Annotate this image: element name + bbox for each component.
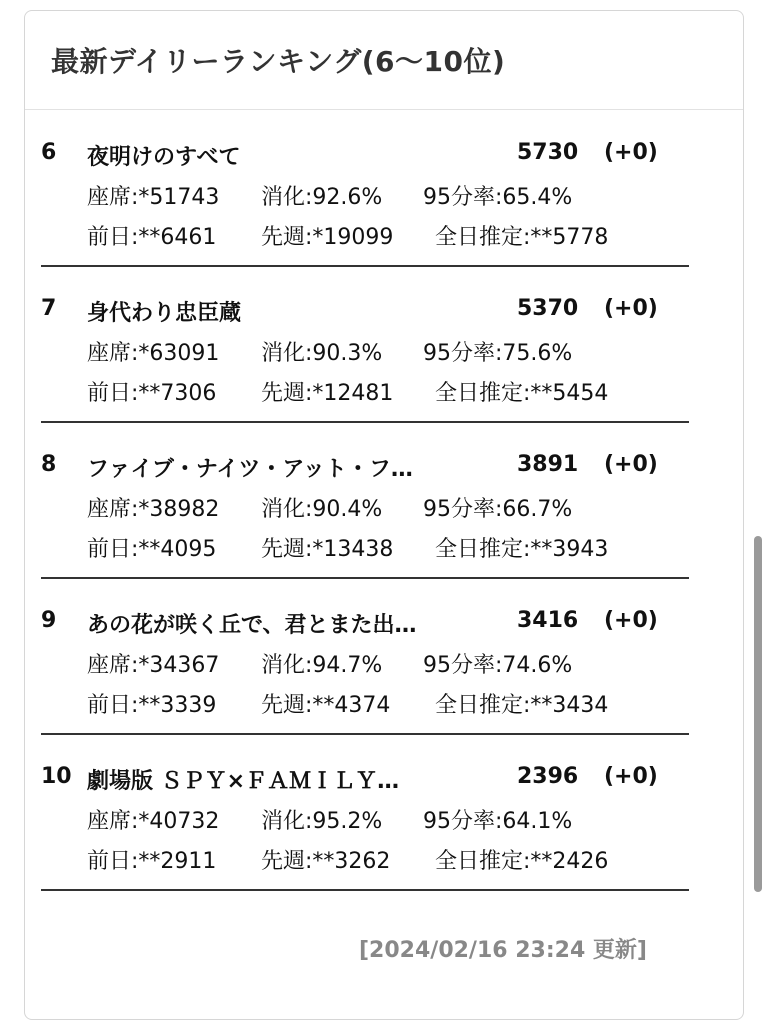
ranking-entry[interactable] (41, 111, 689, 267)
prev-day-stat: 前日:**3339 (87, 693, 217, 718)
ranking-entry[interactable] (41, 579, 689, 735)
movie-title[interactable]: ファイブ・ナイツ・アット・フ… (87, 457, 413, 482)
prev-day-stat: 前日:**4095 (87, 537, 217, 562)
digest-stat: 消化:92.6% (261, 185, 383, 210)
ranking-entry[interactable] (41, 735, 689, 891)
estimate-stat: 全日推定:**3943 (435, 537, 609, 562)
rank-change: (+0) (604, 764, 658, 789)
prev-week-stat: 先週:**3262 (261, 849, 391, 874)
audience-count: 2396 (517, 764, 579, 789)
movie-title[interactable]: 劇場版 ＳＰＹ×ＦＡＭＩＬＹ… (87, 769, 400, 794)
rank-number: 9 (41, 608, 57, 633)
rank-change: (+0) (604, 296, 658, 321)
rank-number: 10 (41, 764, 72, 789)
rank-number: 6 (41, 140, 57, 165)
rate95-stat: 95分率:66.7% (423, 497, 573, 522)
rank-number: 7 (41, 296, 57, 321)
movie-title[interactable]: あの花が咲く丘で、君とまた出… (87, 613, 417, 638)
prev-week-stat: 先週:**4374 (261, 693, 391, 718)
rank-change: (+0) (604, 608, 658, 633)
digest-stat: 消化:90.3% (261, 341, 383, 366)
rate95-stat: 95分率:65.4% (423, 185, 573, 210)
prev-day-stat: 前日:**6461 (87, 225, 217, 250)
estimate-stat: 全日推定:**3434 (435, 693, 609, 718)
ranking-list (41, 111, 689, 891)
rank-change: (+0) (604, 140, 658, 165)
movie-title[interactable]: 夜明けのすべて (87, 145, 241, 170)
estimate-stat: 全日推定:**2426 (435, 849, 609, 874)
audience-count: 3891 (517, 452, 579, 477)
scrollbar[interactable] (754, 536, 762, 892)
seats-stat: 座席:*34367 (87, 653, 220, 678)
rank-number: 8 (41, 452, 57, 477)
prev-day-stat: 前日:**2911 (87, 849, 217, 874)
prev-week-stat: 先週:*19099 (261, 225, 394, 250)
prev-week-stat: 先週:*12481 (261, 381, 394, 406)
seats-stat: 座席:*63091 (87, 341, 220, 366)
rank-change: (+0) (604, 452, 658, 477)
estimate-stat: 全日推定:**5778 (435, 225, 609, 250)
seats-stat: 座席:*38982 (87, 497, 220, 522)
estimate-stat: 全日推定:**5454 (435, 381, 609, 406)
updated-timestamp: [2024/02/16 23:24 更新] (359, 938, 647, 963)
prev-day-stat: 前日:**7306 (87, 381, 217, 406)
prev-week-stat: 先週:*13438 (261, 537, 394, 562)
audience-count: 3416 (517, 608, 579, 633)
page-title: 最新デイリーランキング(6〜10位) (51, 45, 506, 78)
rate95-stat: 95分率:64.1% (423, 809, 573, 834)
digest-stat: 消化:90.4% (261, 497, 383, 522)
seats-stat: 座席:*51743 (87, 185, 220, 210)
ranking-entry[interactable] (41, 267, 689, 423)
rate95-stat: 95分率:75.6% (423, 341, 573, 366)
digest-stat: 消化:94.7% (261, 653, 383, 678)
ranking-entry[interactable] (41, 423, 689, 579)
audience-count: 5730 (517, 140, 579, 165)
audience-count: 5370 (517, 296, 579, 321)
movie-title[interactable]: 身代わり忠臣蔵 (87, 301, 242, 326)
digest-stat: 消化:95.2% (261, 809, 383, 834)
card-header (25, 11, 743, 110)
ranking-card (24, 10, 744, 1020)
seats-stat: 座席:*40732 (87, 809, 220, 834)
rate95-stat: 95分率:74.6% (423, 653, 573, 678)
